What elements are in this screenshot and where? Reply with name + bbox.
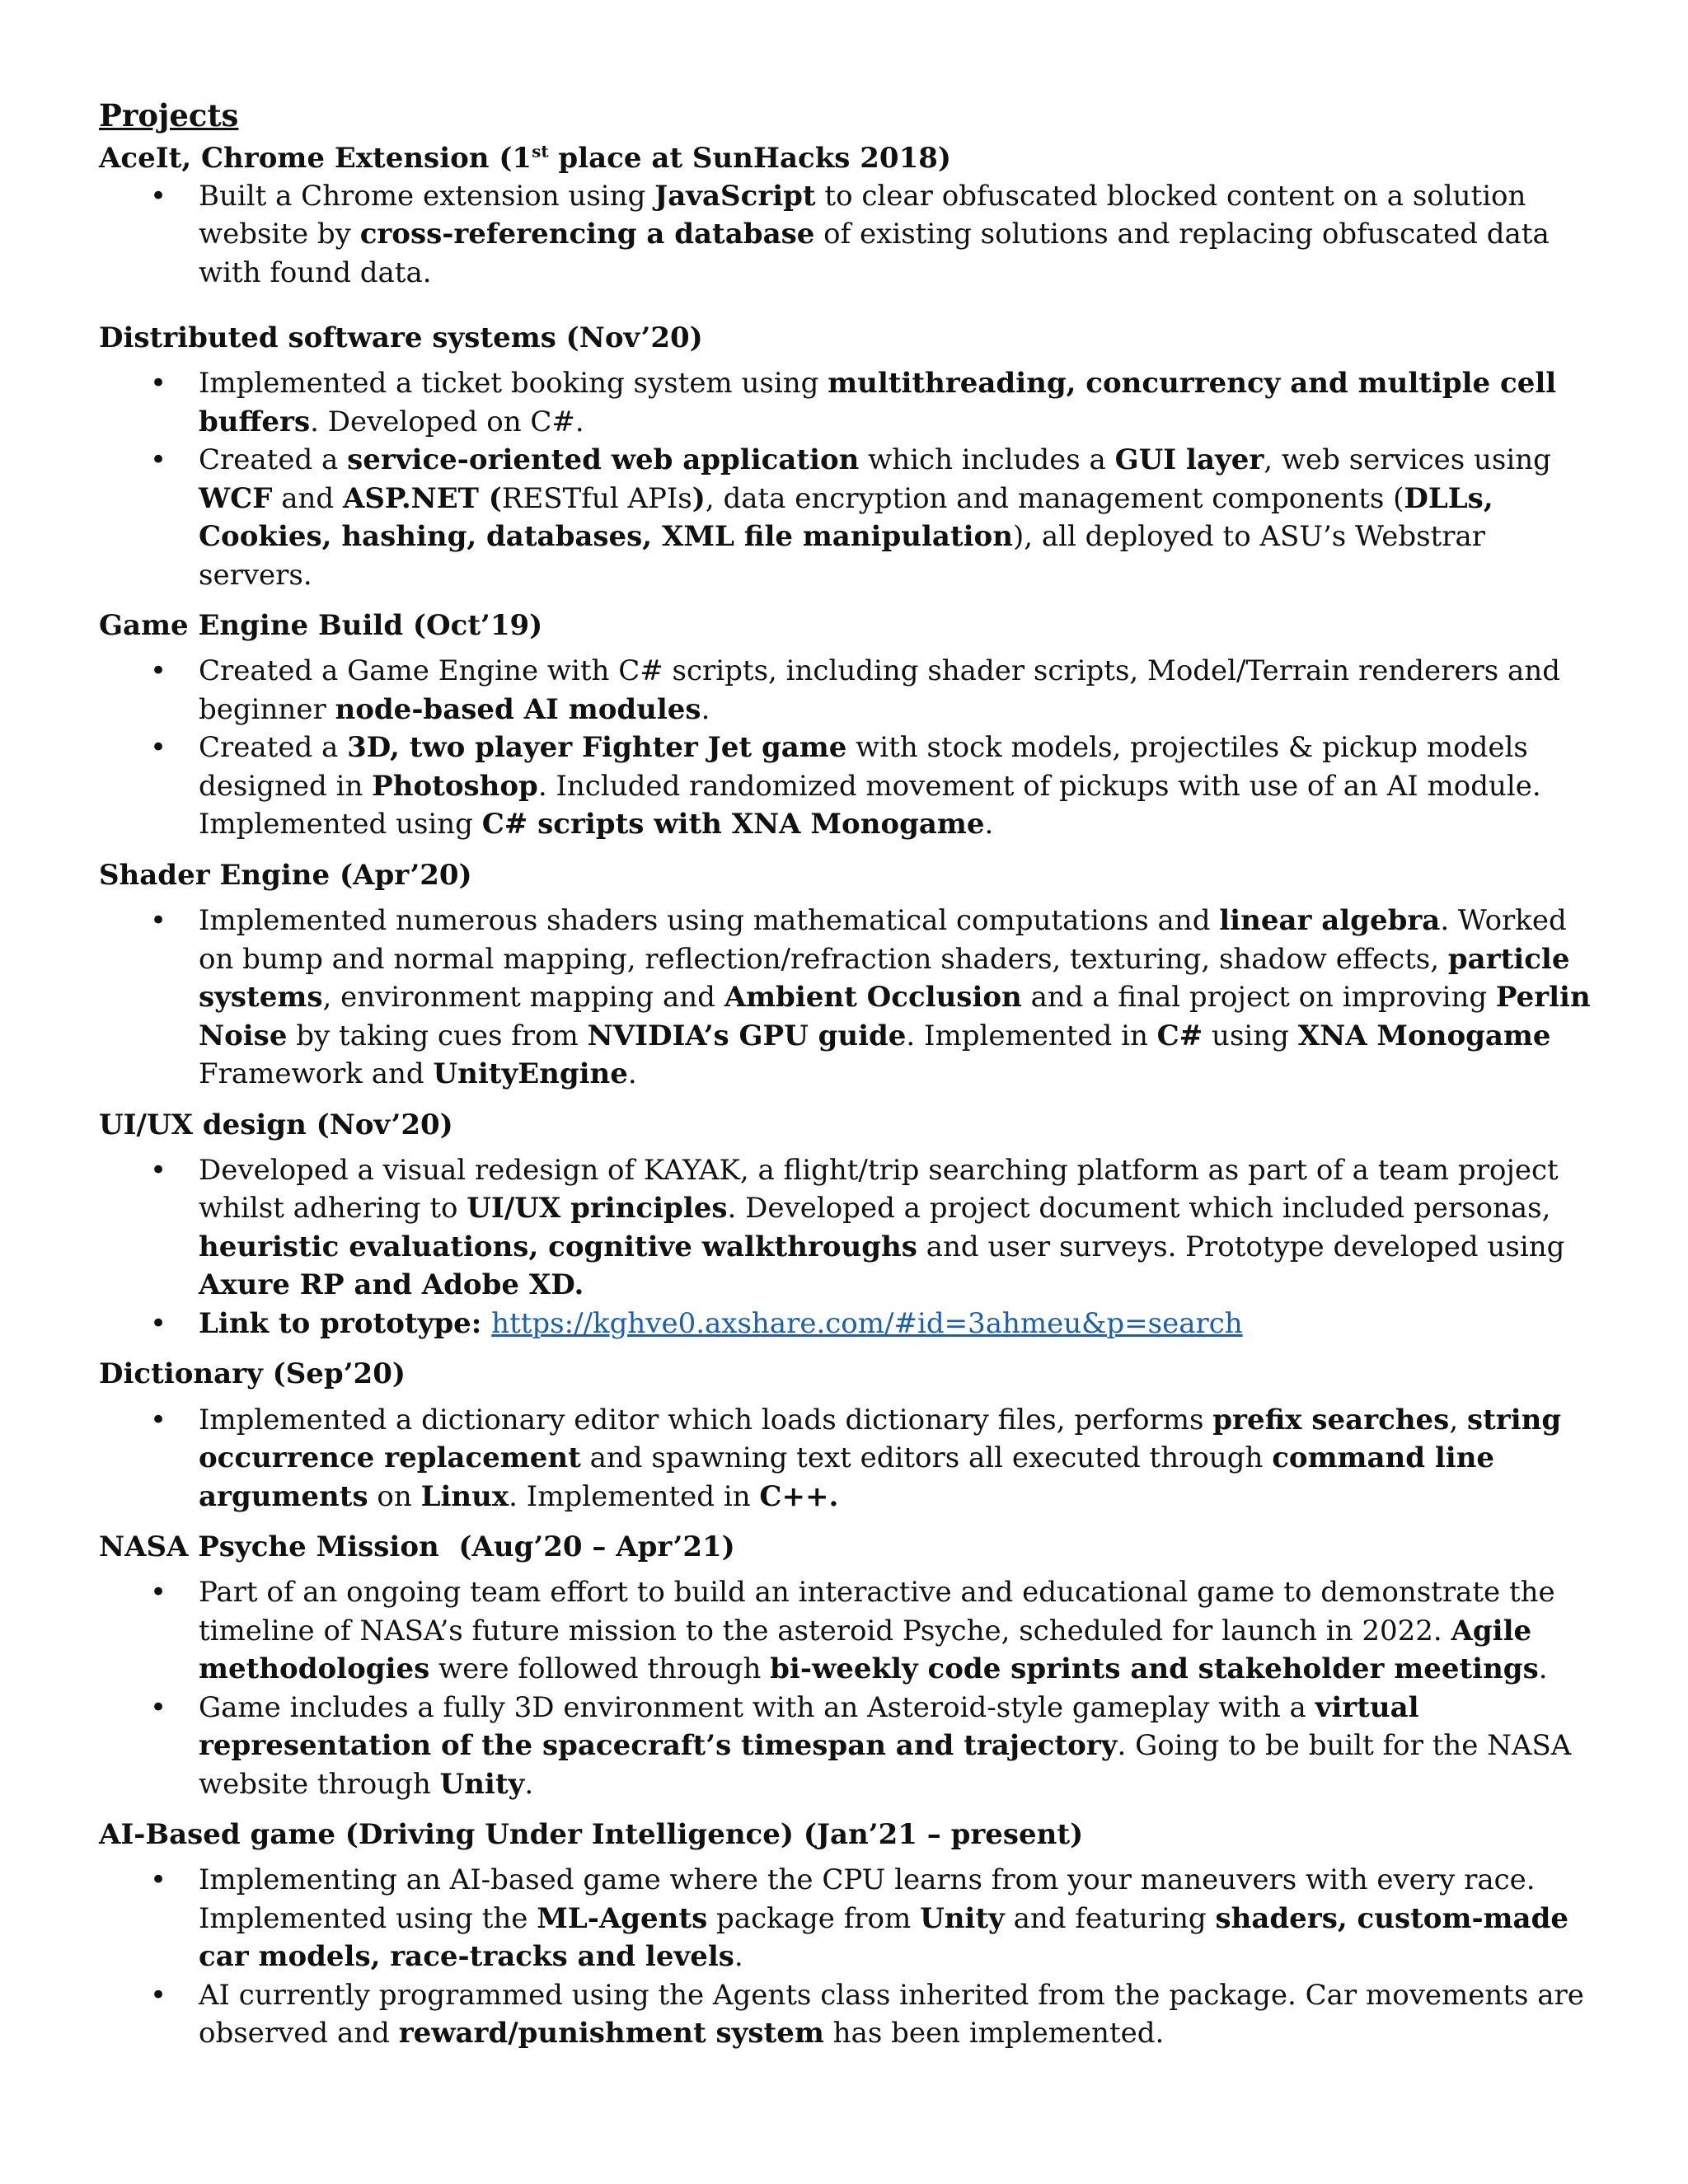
bold-text: virtual representation of the spacecraft’s timespan and trajectory [199,1690,1419,1763]
bullet-list [99,177,1599,293]
project-title-text: AceIt, Chrome Extension (1 [99,142,532,176]
body-text: . Developed a project document which included personas, [727,1192,1551,1226]
bold-text: Agile methodologies [199,1614,1532,1686]
bullet-list [99,1573,1599,1803]
bold-text: Perlin Noise [199,981,1591,1052]
body-text: Implemented a ticket booking system using [199,367,828,401]
project-title: Dictionary (Sep’20) [99,1357,406,1391]
project-ai-based-game [99,1816,1599,2053]
resume-page [99,97,1599,2053]
bold-text: service-oriented web application [347,443,860,477]
body-text: with stock models, projectiles & pickup models designed in [199,731,1528,803]
bold-text: shaders, custom-made car models, race-tracks and levels [199,1901,1568,1974]
body-text: Part of an ongoing team effort to build an interactive and educational game to demonstrate the timeline of NASA’s future mission to the asteroid Psyche, scheduled for launch in 2022. [199,1576,1555,1647]
bold-text: C# scripts with XNA Monogame [481,808,985,841]
bold-text: command line arguments [199,1441,1495,1513]
body-text: , [1449,1403,1467,1436]
project-title: Shader Engine (Apr’20) [99,858,472,892]
project-ui-ux-design [99,1107,1599,1343]
body-text: Developed a visual redesign of KAYAK, a flight/trip searching platform as part of a team project whilst adhering to [199,1153,1559,1226]
bullet-list [99,902,1599,1094]
project-title: NASA Psyche Mission (Aug’20 – Apr’21) [99,1530,735,1564]
body-text: and spawning text editors all executed through [580,1441,1273,1475]
project-title: UI/UX design (Nov’20) [99,1108,453,1141]
body-text: ), all deployed to ASU’s Webstrar servers. [199,520,1485,592]
bold-text: UI/UX principles [467,1192,728,1226]
bullet-list [99,1401,1599,1516]
bold-text: bi-weekly code sprints and stakeholder meetings [770,1652,1539,1686]
bullet-item [99,1689,1599,1804]
body-text: Implemented numerous shaders using mathematical computations and [199,904,1220,938]
body-text: . Implemented in [906,1019,1157,1052]
bold-text: heuristic evaluations, cognitive walkthroughs [199,1230,917,1263]
bullet-item [99,441,1599,594]
project-nasa-psyche [99,1529,1599,1803]
bullet-list [99,364,1599,594]
body-text: of existing solutions and replacing obfuscated data with found data. [199,218,1550,289]
body-text: . [734,1940,743,1974]
bold-text: JavaScript [654,179,816,213]
bold-text: GUI layer [1114,443,1264,477]
bold-text: reward/punishment system [398,2017,824,2050]
bold-text: particle systems [199,942,1570,1015]
body-text: which includes a [859,443,1115,477]
body-text: Created a Game Engine with C# scripts, including shader scripts, Model/Terrain renderers and beginner [199,654,1560,726]
bullet-item [99,364,1599,441]
bullet-item [99,1401,1599,1516]
body-text: and featuring [1004,1901,1216,1935]
body-text: RESTful APIs [501,481,692,515]
bold-text: node-based AI modules [335,692,701,726]
bullet-item [99,1151,1599,1305]
body-text: , environment mapping and [322,981,724,1015]
project-aceit [99,140,1599,292]
bold-text: Photoshop [372,769,538,803]
bold-text: cross-referencing a database [359,218,815,251]
bold-text: Unity [920,1901,1005,1935]
bullet-list [99,652,1599,844]
bullet-list [99,1151,1599,1343]
body-text: . Implemented in [509,1479,760,1513]
bullet-item [99,1573,1599,1689]
body-text: Implemented a dictionary editor which loads dictionary files, performs [199,1403,1213,1436]
project-distributed-systems [99,320,1599,594]
bold-text: ) [692,481,706,515]
project-shader-engine [99,857,1599,1094]
bold-text: XNA Monogame [1297,1019,1551,1052]
body-text: . [984,808,994,841]
body-text: Created a [199,443,348,477]
body-text: Game includes a fully 3D environment with an Asteroid-style gameplay with a [199,1690,1315,1724]
body-text: Created a [199,731,348,765]
bullet-item [99,729,1599,844]
body-text: Implementing an AI-based game where the CPU learns from your maneuvers with every race. Implemented using the [199,1863,1536,1935]
body-text: to clear obfuscated blocked content on a solution website by [199,179,1526,251]
bullet-item [99,177,1599,293]
body-text: Built a Chrome extension using [199,179,655,213]
bold-text: UnityEngine [433,1057,628,1091]
bullet-item [99,1305,1599,1343]
project-title: Distributed software systems (Nov’20) [99,321,703,355]
body-text: . [627,1057,637,1091]
body-text: and a final project on improving [1021,981,1496,1015]
body-text: . [701,692,710,726]
body-text: has been implemented. [823,2017,1165,2050]
bold-text: string occurrence replacement [199,1403,1562,1475]
bold-text: linear algebra [1219,904,1441,938]
body-text: , data encryption and management components ( [705,481,1404,515]
bold-text: multithreading, concurrency and multiple cell buffers [199,367,1557,438]
body-text: . Developed on C#. [310,405,584,438]
bold-text: Linux [420,1479,509,1513]
bold-text: C++. [759,1479,839,1513]
project-title-text-end: place at SunHacks 2018) [548,142,951,176]
section-title-projects: Projects [99,97,239,134]
bold-text: Link to prototype: [199,1306,492,1340]
body-text: by taking cues from [287,1019,588,1052]
bullet-item [99,1976,1599,2053]
body-text: . [1538,1652,1548,1686]
body-text: . Worked on bump and normal mapping, reflection/refraction shaders, texturing, shadow effects, [199,904,1567,976]
body-text: and [272,481,343,515]
bold-text: Unity [439,1767,525,1801]
bold-text: Axure RP and Adobe XD. [199,1268,584,1302]
body-text: , web services using [1264,443,1551,477]
project-title: Game Engine Build (Oct’19) [99,609,543,643]
bold-text: 3D, two player Fighter Jet game [347,731,847,765]
body-text: Framework and [199,1057,434,1091]
prototype-link[interactable]: https://kghve0.axshare.com/#id=3ahmeu&p=search [491,1306,1243,1340]
bold-text: ML-Agents [537,1901,708,1935]
bold-text: C# [1156,1019,1203,1052]
bold-text: WCF [199,481,273,515]
bullet-item [99,1861,1599,1976]
body-text: . Going to be built for the NASA website through [199,1729,1572,1801]
bullet-list [99,1861,1599,2053]
body-text: using [1203,1019,1298,1052]
bullet-item [99,902,1599,1094]
body-text: . [524,1767,534,1801]
project-title: AI-Based game (Driving Under Intelligence) (Jan’21 – present) [99,1818,1084,1852]
project-dictionary [99,1356,1599,1516]
bold-text: Ambient Occlusion [724,981,1022,1015]
project-title-superscript: st [532,142,549,162]
project-title [99,140,1599,176]
body-text: . Included randomized movement of pickups with use of an AI module. Implemented using [199,769,1541,841]
body-text: AI currently programmed using the Agents class inherited from the package. Car movements are observed and [199,1978,1584,2050]
body-text: on [368,1479,421,1513]
bold-text: NVIDIA’s GPU guide [587,1019,907,1052]
bullet-item [99,652,1599,729]
bold-text: DLLs, Cookies, hashing, databases, XML file manipulation [199,481,1493,554]
body-text: package from [707,1901,921,1935]
bold-text: prefix searches [1212,1403,1450,1436]
body-text: and user surveys. Prototype developed using [917,1230,1565,1263]
body-text: were followed through [429,1652,771,1686]
bold-text: ASP.NET ( [342,481,502,515]
project-game-engine [99,607,1599,844]
